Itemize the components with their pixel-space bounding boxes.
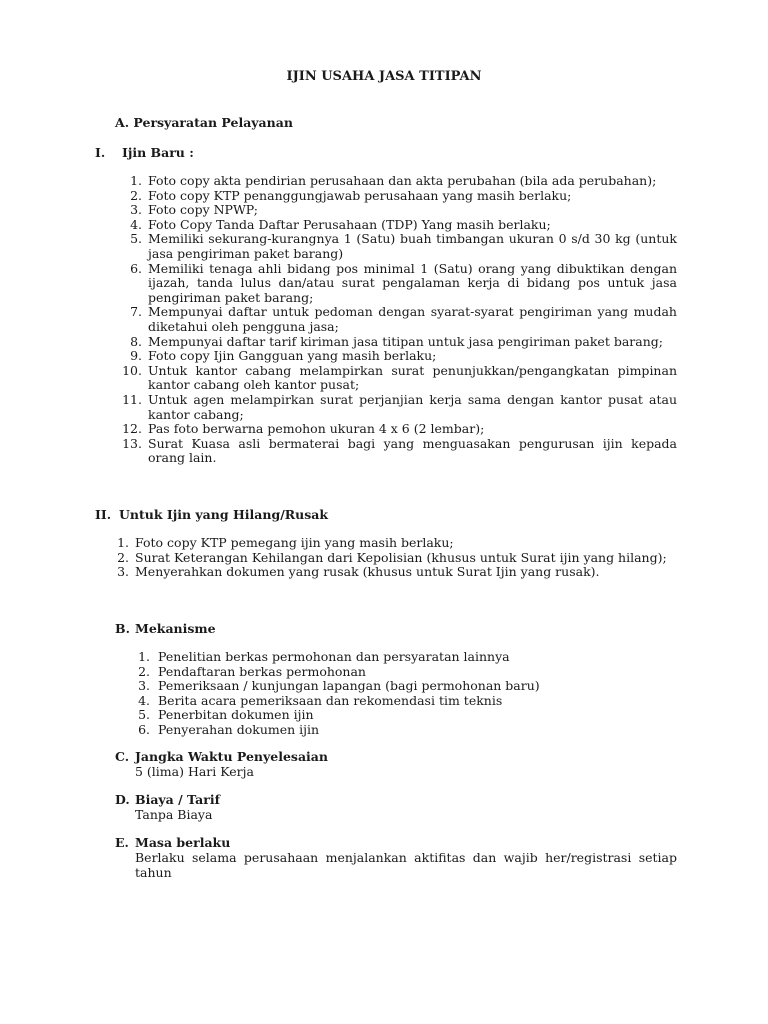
part-ii-number: II. — [95, 507, 112, 522]
part-ii-heading — [95, 508, 328, 523]
list-item-number: 5. — [130, 231, 142, 247]
section-c-title: Jangka Waktu Penyelesaian — [135, 749, 328, 764]
list-item-text: Foto Copy Tanda Daftar Perusahaan (TDP) Yang masih berlaku; — [148, 216, 551, 232]
list-item-number: 13. — [122, 435, 142, 451]
list-item-text: Penyerahan dokumen ijin — [158, 721, 320, 737]
part-i-number: I. — [95, 145, 106, 160]
list-item-text: Foto copy KTP pemegang ijin yang masih berlaku; — [135, 535, 454, 550]
section-b-title: Mekanisme — [135, 621, 216, 636]
list-item — [122, 391, 677, 422]
list-item — [130, 216, 677, 233]
list-item-text: Mempunyai daftar tarif kiriman jasa titipan untuk jasa pengiriman paket barang; — [148, 333, 663, 349]
list-item-text: Surat Kuasa asli bermaterai bagi yang menguasakan pengurusan ijin kepada orang lain. — [148, 435, 677, 466]
list-item-number: 6. — [130, 260, 142, 276]
list-item-number: 3. — [130, 202, 142, 218]
list-item-text: Foto copy Ijin Gangguan yang masih berlaku; — [148, 348, 437, 364]
list-item-number: 4. — [130, 216, 142, 232]
part-ii-title: Untuk Ijin yang Hilang/Rusak — [119, 507, 329, 522]
list-item — [122, 435, 677, 466]
list-item-number: 1. — [117, 535, 129, 550]
list-item — [130, 202, 677, 218]
section-d-heading — [115, 793, 220, 808]
list-item — [138, 707, 677, 723]
list-item-number: 10. — [122, 362, 142, 378]
section-c-number: C. — [115, 749, 130, 764]
section-b-list — [138, 649, 677, 738]
list-item — [138, 721, 677, 738]
list-item-number: 3. — [138, 678, 150, 694]
list-item — [130, 304, 677, 334]
list-item-text: Foto copy KTP penanggungjawab perusahaan yang masih berlaku; — [148, 187, 572, 203]
list-item-number: 7. — [130, 304, 142, 320]
list-item-number: 2. — [117, 549, 129, 565]
section-b-heading — [115, 622, 216, 637]
section-c-text: 5 (lima) Hari Kerja — [135, 764, 254, 779]
list-item-text: Mempunyai daftar untuk pedoman dengan syarat-syarat pengiriman yang mudah diketahui oleh pengguna jasa; — [148, 304, 677, 334]
list-item-text: Untuk kantor cabang melampirkan surat penunjukkan/pengangkatan pimpinan kantor cabang oleh kantor pusat; — [148, 362, 677, 393]
list-item-text: Penelitian berkas permohonan dan persyaratan lainnya — [158, 649, 510, 664]
section-a-title: Persyaratan Pelayanan — [133, 115, 293, 130]
part-ii-list — [117, 535, 677, 580]
list-item-text: Pemeriksaan / kunjungan lapangan (bagi permohonan baru) — [158, 678, 540, 694]
list-item — [122, 362, 677, 393]
list-item-text: Surat Keterangan Kehilangan dari Kepolisian (khusus untuk Surat ijin yang hilang); — [135, 549, 667, 565]
list-item — [138, 649, 677, 665]
section-d-number: D. — [115, 792, 130, 807]
list-item-number: 1. — [138, 649, 150, 664]
list-item-number: 3. — [117, 564, 129, 580]
list-item — [130, 348, 677, 364]
section-c-heading — [115, 750, 328, 765]
list-item-number: 1. — [130, 173, 142, 188]
list-item — [138, 678, 677, 694]
section-e-title: Masa berlaku — [135, 835, 231, 850]
list-item-text: Memiliki sekurang-kurangnya 1 (Satu) buah timbangan ukuran 0 s/d 30 kg (untuk jasa pengiriman paket barang) — [148, 231, 677, 261]
list-item — [122, 421, 677, 437]
list-item — [117, 564, 677, 580]
list-item-number: 9. — [130, 348, 142, 364]
list-item — [130, 333, 677, 350]
list-item-number: 11. — [122, 391, 142, 407]
section-e-text: Berlaku selama perusahaan menjalankan aktifitas dan wajib her/registrasi setiap tahun — [135, 850, 677, 880]
list-item — [138, 692, 677, 709]
section-d-text: Tanpa Biaya — [135, 807, 213, 822]
list-item-text: Menyerahkan dokumen yang rusak (khusus untuk Surat Ijin yang rusak). — [135, 564, 600, 580]
list-item-text: Berita acara pemeriksaan dan rekomendasi tim teknis — [158, 692, 503, 708]
list-item-number: 2. — [130, 187, 142, 203]
part-i-list — [122, 173, 677, 466]
list-item-text: Pendaftaran berkas permohonan — [158, 663, 366, 679]
section-e-number: E. — [115, 835, 129, 850]
document-title: IJIN USAHA JASA TITIPAN — [286, 69, 482, 84]
list-item — [117, 549, 677, 566]
list-item-text: Foto copy akta pendirian perusahaan dan akta perubahan (bila ada perubahan); — [148, 173, 657, 188]
list-item-number: 4. — [138, 692, 150, 708]
part-i-title: Ijin Baru : — [122, 145, 194, 160]
list-item — [130, 260, 677, 306]
list-item-number: 6. — [138, 721, 150, 737]
list-item-text: Memiliki tenaga ahli bidang pos minimal 1 (Satu) orang yang dibuktikan dengan ijazah, tanda lulus dan/atau surat pengalaman kerja di bidang pos untuk jasa pengiriman paket barang; — [148, 260, 677, 305]
section-a-number: A. — [115, 115, 130, 130]
list-item — [130, 231, 677, 261]
section-a-heading — [115, 116, 293, 131]
section-d-title: Biaya / Tarif — [135, 792, 220, 807]
list-item — [130, 173, 677, 189]
list-item-number: 2. — [138, 663, 150, 679]
list-item — [117, 535, 677, 551]
list-item-number: 12. — [122, 421, 142, 437]
list-item-text: Penerbitan dokumen ijin — [158, 707, 314, 723]
list-item — [130, 187, 677, 204]
section-e-heading — [115, 836, 230, 851]
list-item-number: 8. — [130, 333, 142, 349]
part-i-heading — [95, 146, 194, 161]
list-item-number: 5. — [138, 707, 150, 723]
list-item-text: Foto copy NPWP; — [148, 202, 258, 218]
list-item — [138, 663, 677, 680]
list-item-text: Untuk agen melampirkan surat perjanjian kerja sama dengan kantor pusat atau kantor cabang; — [148, 391, 677, 422]
section-b-number: B. — [115, 621, 130, 636]
list-item-text: Pas foto berwarna pemohon ukuran 4 x 6 (2 lembar); — [148, 421, 485, 437]
